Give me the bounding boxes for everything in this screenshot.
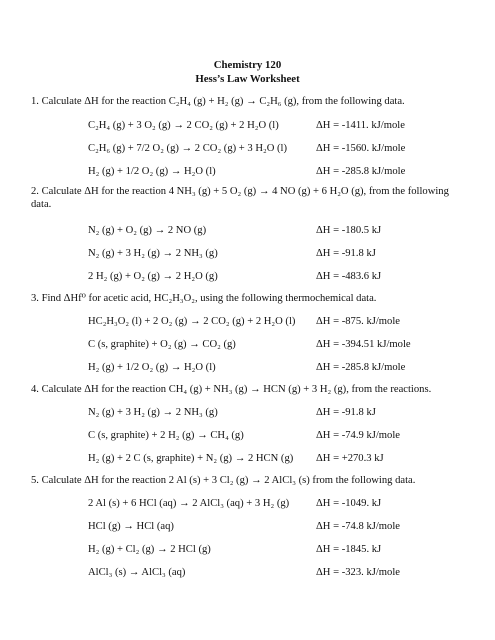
question-1-row-1 <box>88 120 478 134</box>
question-5-row-3 <box>88 544 478 558</box>
question-3-row-3 <box>88 362 478 376</box>
question-1-prompt <box>31 96 471 109</box>
reaction-equation: HCl (g) → HCl (aq) <box>88 521 174 532</box>
question-text: 1. Calculate ΔH for the reaction C₂H₄ (g) + H₂ (g) → C₂H₆ (g), from the following data. <box>31 96 405 107</box>
question-4-row-1 <box>88 407 478 421</box>
enthalpy-value: ΔH = -285.8 kJ/mole <box>316 362 406 373</box>
question-3-prompt <box>31 293 471 306</box>
enthalpy-value: ΔH = -394.51 kJ/mole <box>316 339 411 350</box>
question-2-prompt <box>31 186 471 211</box>
question-2-row-2 <box>88 248 478 262</box>
reaction-equation: 2 H₂ (g) + O₂ (g) → 2 H₂O (g) <box>88 271 218 282</box>
reaction-equation: N₂ (g) + 3 H₂ (g) → 2 NH₃ (g) <box>88 248 218 259</box>
question-text: 5. Calculate ΔH for the reaction 2 Al (s) + 3 Cl₂ (g) → 2 AlCl₃ (s) from the following data. <box>31 475 416 486</box>
question-1-row-3 <box>88 166 478 180</box>
reaction-equation: C₂H₄ (g) + 3 O₂ (g) → 2 CO₂ (g) + 2 H₂O (l) <box>88 120 279 131</box>
enthalpy-value: ΔH = -875. kJ/mole <box>316 316 400 327</box>
reaction-equation: C₂H₆ (g) + 7/2 O₂ (g) → 2 CO₂ (g) + 3 H₂O (l) <box>88 143 288 154</box>
reaction-equation: H₂ (g) + 1/2 O₂ (g) → H₂O (l) <box>88 362 216 373</box>
course-title: Chemistry 120 <box>213 59 282 71</box>
reaction-equation: 2 Al (s) + 6 HCl (aq) → 2 AlCl₃ (aq) + 3 H₂ (g) <box>88 498 290 509</box>
reaction-equation: H₂ (g) + 2 C (s, graphite) + N₂ (g) → 2 HCN (g) <box>88 453 294 464</box>
reaction-equation: N₂ (g) + O₂ (g) → 2 NO (g) <box>88 225 207 236</box>
question-2-row-3 <box>88 271 478 285</box>
enthalpy-value: ΔH = -285.8 kJ/mole <box>316 166 406 177</box>
question-text: 2. Calculate ΔH for the reaction 4 NH₃ (g) + 5 O₂ (g) → 4 NO (g) + 6 H₂O (g), from the following data. <box>31 186 452 210</box>
question-5-prompt <box>31 475 471 488</box>
question-3-row-1 <box>88 316 478 330</box>
question-4-row-2 <box>88 430 478 444</box>
question-3-row-2 <box>88 339 478 353</box>
enthalpy-value: ΔH = -1845. kJ <box>316 544 382 555</box>
question-text: 3. Find ΔHf⁰ for acetic acid, HC₂H₃O₂, using the following thermochemical data. <box>31 293 377 304</box>
enthalpy-value: ΔH = -74.9 kJ/mole <box>316 430 400 441</box>
question-4-row-3 <box>88 453 478 467</box>
reaction-equation: AlCl₃ (s) → AlCl₃ (aq) <box>88 567 186 578</box>
enthalpy-value: ΔH = -483.6 kJ <box>316 271 382 282</box>
question-4-prompt <box>31 384 471 397</box>
question-2-row-1 <box>88 225 478 239</box>
enthalpy-value: ΔH = -180.5 kJ <box>316 225 382 236</box>
reaction-equation: H₂ (g) + 1/2 O₂ (g) → H₂O (l) <box>88 166 216 177</box>
reaction-equation: C (s, graphite) + O₂ (g) → CO₂ (g) <box>88 339 236 350</box>
enthalpy-value: ΔH = +270.3 kJ <box>316 453 384 464</box>
enthalpy-value: ΔH = -91.8 kJ <box>316 248 376 259</box>
enthalpy-value: ΔH = -1411. kJ/mole <box>316 120 405 131</box>
enthalpy-value: ΔH = -1560. kJ/mole <box>316 143 406 154</box>
question-1-row-2 <box>88 143 478 157</box>
question-5-row-2 <box>88 521 478 535</box>
worksheet-title: Hess’s Law Worksheet <box>195 73 300 85</box>
title-block <box>0 58 495 86</box>
reaction-equation: H₂ (g) + Cl₂ (g) → 2 HCl (g) <box>88 544 211 555</box>
enthalpy-value: ΔH = -1049. kJ <box>316 498 382 509</box>
enthalpy-value: ΔH = -74.8 kJ/mole <box>316 521 400 532</box>
question-5-row-4 <box>88 567 478 581</box>
enthalpy-value: ΔH = -91.8 kJ <box>316 407 376 418</box>
reaction-equation: N₂ (g) + 3 H₂ (g) → 2 NH₃ (g) <box>88 407 218 418</box>
reaction-equation: C (s, graphite) + 2 H₂ (g) → CH₄ (g) <box>88 430 244 441</box>
enthalpy-value: ΔH = -323. kJ/mole <box>316 567 400 578</box>
question-text: 4. Calculate ΔH for the reaction CH₄ (g) + NH₃ (g) → HCN (g) + 3 H₂ (g), from the reactions. <box>31 384 432 395</box>
reaction-equation: HC₂H₃O₂ (l) + 2 O₂ (g) → 2 CO₂ (g) + 2 H₂O (l) <box>88 316 296 327</box>
question-5-row-1 <box>88 498 478 512</box>
